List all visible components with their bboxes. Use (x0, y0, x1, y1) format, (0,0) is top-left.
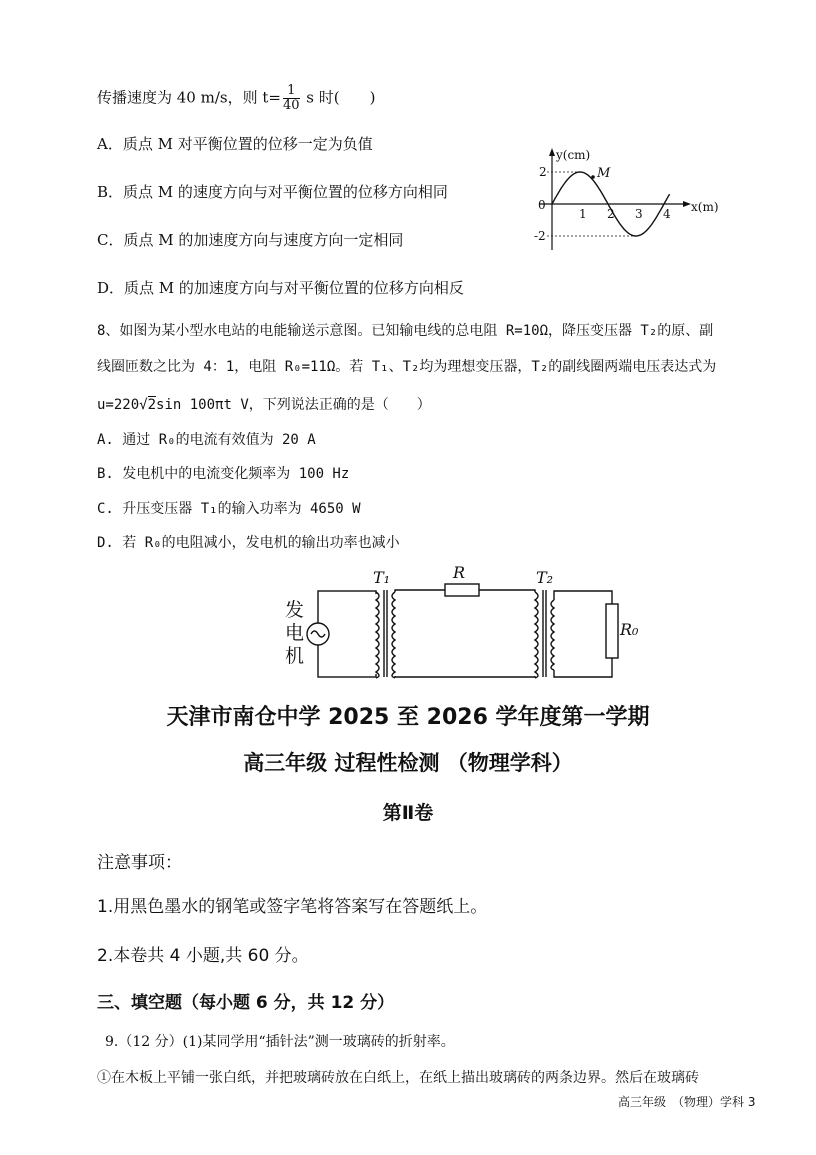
t1-secondary-coil (392, 592, 395, 678)
t2-label: T₂ (536, 568, 554, 587)
r-label: R (453, 563, 466, 582)
q7-frac-num: 1 (283, 84, 300, 99)
q9-line-1: 9.（12 分）(1)某同学用“插针法”测一玻璃砖的折射率。 (105, 1034, 455, 1050)
q7-stem-prefix: 传播速度为 40 m/s，则 t= (97, 88, 281, 107)
y-axis-label: y(cm) (556, 148, 591, 162)
origin-label: 0 (538, 198, 546, 212)
notes-item-1: 1.用黑色墨水的钢笔或签字笔将答案写在答题纸上。 (97, 897, 488, 917)
point-m-label: M (597, 166, 611, 181)
section3-title: 三、填空题（每小题 6 分，共 12 分） (97, 993, 395, 1013)
exam-title: 高三年级 过程性检测 （物理学科） (243, 751, 573, 775)
notes-item-2: 2.本卷共 4 小题,共 60 分。 (97, 946, 309, 966)
q7-option-a: A．质点 M 对平衡位置的位移一定为负值 (97, 135, 373, 153)
t1-label: T₁ (373, 568, 391, 587)
q7-stem-suffix: s 时( ) (301, 88, 376, 107)
y-tick-neg2: -2 (534, 229, 546, 243)
generator-label-1: 发 (285, 599, 305, 621)
q7-option-d: D．质点 M 的加速度方向与对平衡位置的位移方向相反 (97, 279, 464, 297)
wave-graph (525, 145, 725, 255)
x-axis-label: x(m) (691, 200, 719, 214)
point-m (591, 175, 595, 179)
notes-title: 注意事项： (97, 853, 182, 873)
q8-line-3 (97, 394, 431, 414)
q8-line-2: 线圈匝数之比为 4：1，电阻 R₀=11Ω。若 T₁、T₂均为理想变压器，T₂的副线圈两端电压表达式为 (97, 359, 717, 375)
circuit-diagram (280, 562, 640, 687)
q8-option-a: A. 通过 R₀的电流有效值为 20 A (97, 432, 316, 448)
volume-title: 第Ⅱ卷 (382, 802, 434, 824)
x-tick-2: 2 (607, 207, 615, 221)
q7-option-c: C．质点 M 的加速度方向与速度方向一定相同 (97, 231, 404, 249)
x-tick-1: 1 (579, 207, 587, 221)
q7-option-b: B．质点 M 的速度方向与对平衡位置的位移方向相同 (97, 183, 448, 201)
q8-line-3-prefix: u=220 (97, 397, 140, 413)
sqrt-symbol: √ (139, 397, 148, 413)
q9-line-2: ①在木板上平铺一张白纸，并把玻璃砖放在白纸上，在纸上描出玻璃砖的两条边界。然后在玻璃砖 (97, 1070, 699, 1086)
generator-label-3: 机 (285, 645, 305, 667)
q8-line-1: 8、如图为某小型水电站的电能输送示意图。已知输电线的总电阻 R=10Ω，降压变压器 T₂的原、副 (97, 323, 714, 339)
r0-label: R₀ (620, 620, 639, 639)
q8-option-d: D. 若 R₀的电阻减小，发电机的输出功率也减小 (97, 535, 400, 551)
q8-option-c: C. 升压变压器 T₁的输入功率为 4650 W (97, 501, 361, 517)
school-title: 天津市南仓中学 2025 至 2026 学年度第一学期 (166, 705, 650, 730)
resistor-r0 (606, 604, 618, 658)
q7-fraction (283, 84, 300, 113)
generator-label-2: 电 (285, 622, 305, 644)
t2-secondary-coil (551, 600, 554, 670)
q8-option-b: B. 发电机中的电流变化频率为 100 Hz (97, 466, 350, 482)
x-tick-4: 4 (663, 207, 671, 221)
page-footer: 高三年级 （物理）学科 3 (618, 1095, 756, 1109)
y-tick-2: 2 (539, 165, 547, 179)
q7-stem (97, 84, 375, 113)
resistor-r (445, 584, 479, 596)
q8-line-3-suffix: sin 100πt V，下列说法正确的是（ ） (156, 397, 431, 413)
t2-primary-coil (535, 592, 538, 678)
q7-frac-den: 40 (282, 98, 300, 113)
q8-line-3-sqrt: 2 (147, 397, 157, 413)
x-tick-3: 3 (635, 207, 643, 221)
